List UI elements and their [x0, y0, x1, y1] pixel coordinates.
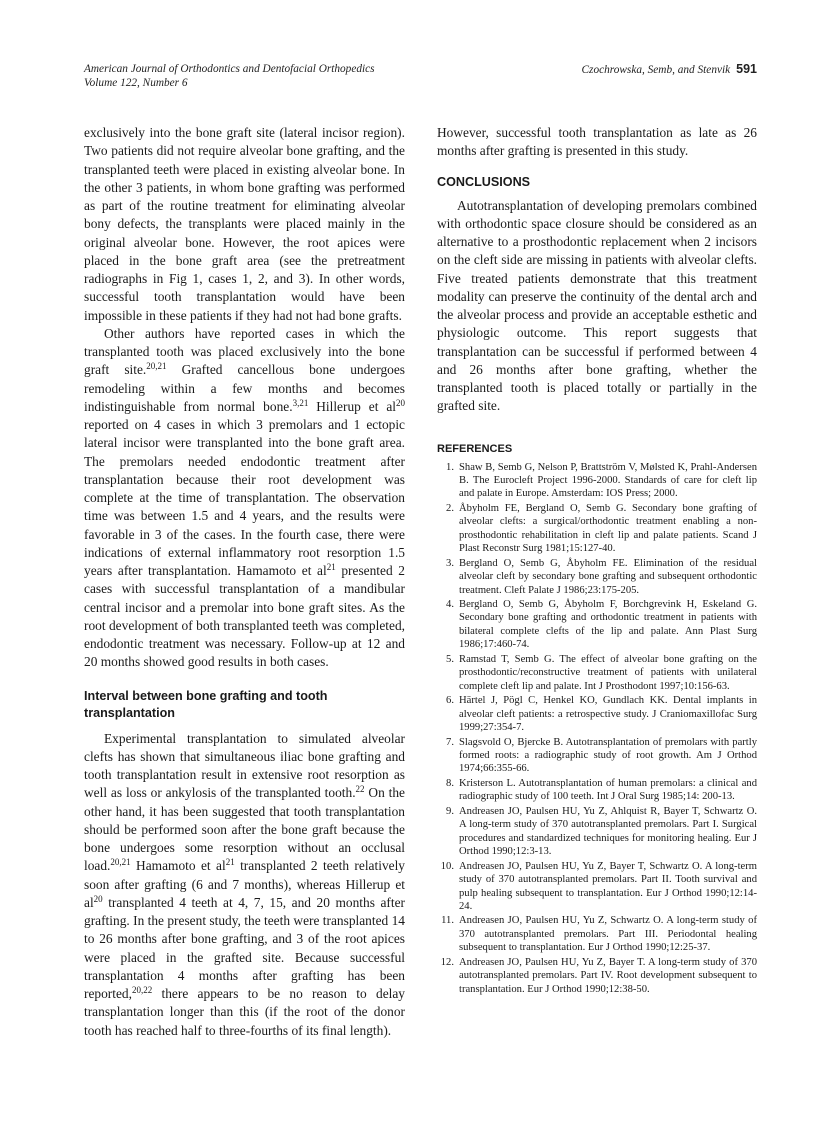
reference-list	[437, 461, 757, 997]
reference-text: Härtel J, Pögl C, Henkel KO, Gundlach KK. Dental implants in alveolar cleft patients: a retrospective study. J Craniomaxillofac Surg 1999;27:354-7.	[459, 695, 757, 734]
running-authors: Czochrowska, Semb, and Stenvik	[581, 64, 731, 76]
text-run: transplanted 4 teeth at 4, 7, 15, and 20 months after grafting. In the present study, the teeth were transplanted 14 to 26 months after bone grafting, and 3 of the root apices were placed in the grafted site. Because successful transplantation 4 months after grafting has been reported,	[84, 894, 405, 1001]
references-heading: REFERENCES	[437, 442, 513, 455]
journal-volume: Volume 122, Number 6	[84, 77, 188, 89]
reference-text: Andreasen JO, Paulsen HU, Yu Z, Schwartz O. A long-term study of 370 autotransplanted premolars. Part III. Periodontal healing subsequent to transplantation. Eur J Orthod 1990;12:25-37.	[459, 915, 757, 954]
conclusions-heading: CONCLUSIONS	[437, 174, 531, 189]
reference-number: 6.	[446, 695, 454, 707]
reference-text: Bergland O, Semb G, Åbyholm F, Borchgrevink H, Eskeland G. Secondary bone grafting and orthodontic treatment in patients with bilateral complete clefts of the lip and palate. Ann Plast Surg 1986;17:460-74.	[459, 599, 757, 651]
reference-number: 5.	[446, 653, 454, 665]
paragraph-continued-right: However, successful tooth transplantation as late as 26 months after grafting is presented in this study.	[437, 125, 757, 159]
paragraph-continued: exclusively into the bone graft site (lateral incisor region). Two patients did not require alveolar bone grafting, and the transplanted teeth were placed in existing alveolar bone. In the other 3 patients, in whom bone grafting was performed as part of the routine treatment for eliminating alveolar bony defects, the transplants were placed mainly in the original alveolar bone. However, the root apices were placed in the bone graft area (see the pretreatment radiographs in Fig 1, cases 1, 2, and 3). In other words, successful tooth transplantation would have been impossible in these patients if they had not had bone grafts.	[84, 125, 405, 323]
reference-text: Ramstad T, Semb G. The effect of alveolar bone grafting on the prosthodontic/reconstructive treatment of patients with unilateral complete cleft lip and palate. Int J Prosthodont 1997;10:156-63.	[459, 653, 757, 692]
text-run: Hamamoto et al	[130, 858, 226, 874]
conclusions-paragraph: Autotransplantation of developing premolars combined with orthodontic space closure should be considered as an alternative to a prosthodontic replacement when 2 incisors on the cleft side are missing in patients with alveolar clefts. Five treated patients demonstrate that this treatment modality can preserve the continuity of the dental arch and the alveolar process and provide an acceptable esthetic and physiologic outcome. This report suggests that transplantation can be successful if performed between 4 and 26 months after bone grafting, whether the transplanted tooth is placed totally or partially in the grafted site.	[437, 197, 757, 414]
reference-number: 8.	[446, 777, 454, 789]
text-run: presented 2 cases with successful transplantation of a mandibular central incisor and a premolar into bone graft sites. As the root development of both transplanted teeth was completed, endodontic treatment was necessary. Follow-up at 12 and 20 months showed good results in both cases.	[84, 563, 405, 670]
reference-number: 3.	[446, 557, 454, 569]
citation: 21	[225, 857, 235, 868]
reference-text: Andreasen JO, Paulsen HU, Yu Z, Bayer T, Schwartz O. A long-term study of 370 autotransplanted premolars. Part II. Tooth survival and pulp healing subsequent to transplantation. Eur J Orthod 1990;12:14-24.	[459, 860, 757, 912]
text-run: Experimental transplantation to simulated alveolar clefts has shown that simultaneous iliac bone grafting and tooth transplantation result in extensive root resorption as well as loss or ankylosis of the transplanted tooth.	[84, 730, 405, 801]
reference-item	[437, 461, 757, 501]
reference-item	[437, 736, 757, 776]
reference-number: 1.	[446, 461, 454, 473]
citation: 20	[93, 893, 103, 904]
citation: 20,22	[131, 985, 153, 995]
right-column	[437, 124, 757, 997]
reference-item	[437, 860, 757, 914]
reference-item	[437, 777, 757, 804]
text-run: there appears to be no reason to delay transplantation longer than this (if the root of the donor tooth has reached half to three-fourths of its final length).	[84, 986, 405, 1038]
reference-text: Andreasen JO, Paulsen HU, Yu Z, Bayer T. A long-term study of 370 autotransplanted premolars. Part IV. Root development subsequent to transplantation. Eur J Orthod 1990;12:38-50.	[459, 956, 757, 995]
text-run: Grafted cancellous bone undergoes remodeling within a few months and becomes indistinguishable from normal bone.	[84, 362, 405, 414]
reference-item	[437, 956, 757, 996]
reference-text: Bergland O, Semb G, Åbyholm FE. Elimination of the residual alveolar cleft by secondary bone grafting and subsequent orthodontic treatment. Cleft Palate J 1986;23:175-205.	[459, 557, 757, 596]
reference-item	[437, 914, 757, 954]
reference-text: Slagsvold O, Bjercke B. Autotransplantation of premolars with partly formed roots: a radiographic study of root growth. Am J Orthod 1974;66:355-66.	[459, 736, 757, 775]
reference-number: 4.	[446, 599, 454, 611]
left-column	[84, 124, 405, 1040]
citation: 20,21	[146, 361, 167, 372]
reference-number: 12.	[440, 956, 454, 968]
reference-text: Shaw B, Semb G, Nelson P, Brattström V, Mølsted K, Prahl-Andersen B. The Eurocleft Project 1996-2000. Standards of care for cleft lip and palate in Europe. Amsterdam: IOS Press; 2000.	[459, 461, 757, 500]
text-run: transplanted 2 teeth relatively soon after grafting (6 and 7 months), whereas Hillerup et al	[84, 858, 405, 910]
reference-item	[437, 805, 757, 859]
text-run: reported on 4 cases in which 3 premolars and 1 ectopic lateral incisor were transplanted into the bone graft area. The premolars needed endodontic treatment after transplantation because their root development was complete at the time of transplantation. The observation time was between 1.5 and 4 years, and the results were favorable in 3 of the cases. In the fourth case, there were indications of external inflammatory root resorption 1.5 years after transplantation. Hamamoto et al	[84, 417, 405, 578]
citation: 20,21	[110, 857, 131, 868]
reference-number: 9.	[446, 805, 454, 817]
subsection-heading: Interval between bone grafting and tooth transplantation	[84, 688, 328, 720]
citation: 22	[355, 784, 365, 795]
reference-item	[437, 653, 757, 693]
reference-text: Åbyholm FE, Bergland O, Semb G. Secondary bone grafting of alveolar clefts: a surgical/orthodontic treatment enabling a non-prosthodontic rehabilitation in cleft lip and palate patients. Scand J Plast Reconstr Surg 1981;15:127-40.	[459, 502, 757, 555]
paragraph-interval	[84, 730, 405, 1040]
citation: 21	[326, 562, 336, 572]
text-run: Hillerup et al	[308, 398, 396, 414]
reference-number: 7.	[446, 736, 454, 748]
text-run: On the other hand, it has been suggested that tooth transplantation should be performed soon after the bone graft because the bone undergoes some resorption without an occlusal load.	[84, 785, 406, 874]
reference-item	[437, 502, 757, 556]
reference-number: 11.	[441, 915, 454, 927]
reference-item	[437, 694, 757, 734]
reference-number: 10.	[440, 860, 454, 872]
reference-text: Andreasen JO, Paulsen HU, Yu Z, Ahlquist R, Bayer T, Schwartz O. A long-term study of 370 autotransplanted premolars. Part I. Surgical procedures and standardized techniques for monitoring healing. Eur J Orthod 1990;12:3-13.	[459, 805, 757, 858]
reference-item	[437, 557, 757, 597]
reference-item	[437, 598, 757, 652]
author-page-info	[582, 62, 757, 77]
reference-number: 2.	[446, 502, 454, 514]
page-number: 591	[736, 62, 757, 76]
citation: 20	[396, 397, 405, 408]
journal-title: American Journal of Orthodontics and Dentofacial Orthopedics	[84, 63, 375, 75]
reference-text: Kristerson L. Autotransplantation of human premolars: a clinical and radiographic study of 100 teeth. Int J Oral Surg 1985;14: 200-13.	[459, 777, 757, 803]
text-run: Other authors have reported cases in which the transplanted tooth was placed exclusively into the bone graft site.	[84, 325, 405, 378]
journal-info	[84, 62, 375, 90]
paragraph-other-authors	[84, 325, 405, 672]
citation: 3,21	[292, 397, 309, 408]
